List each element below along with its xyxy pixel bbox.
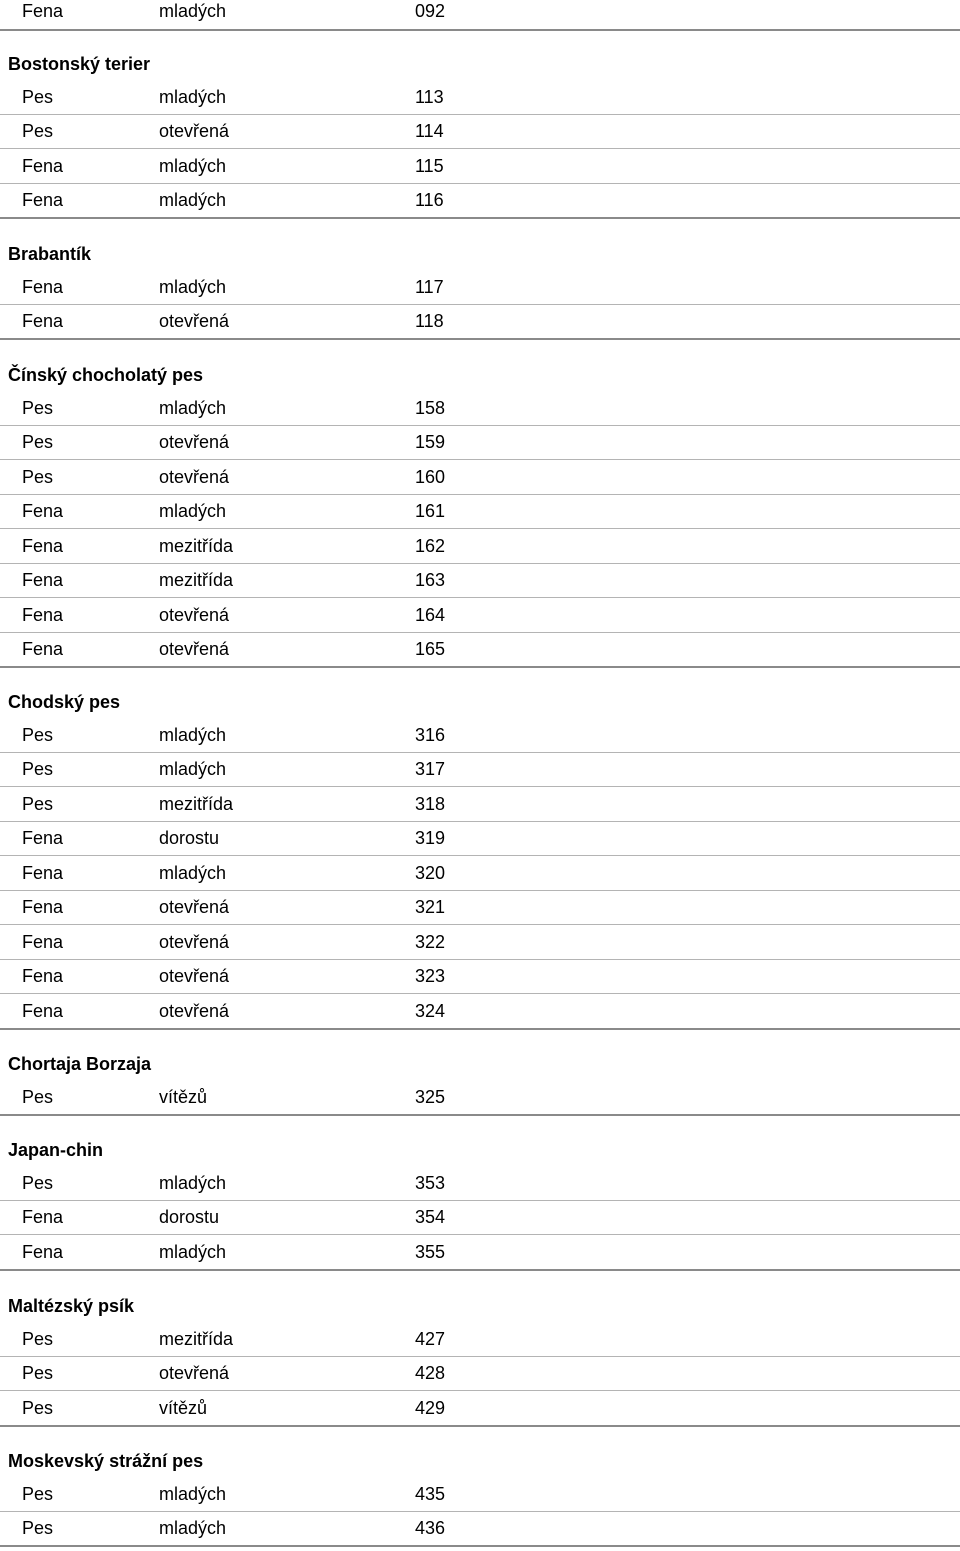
number-cell: 160 bbox=[415, 466, 446, 487]
class-cell: otevřená bbox=[159, 897, 230, 918]
row-divider bbox=[0, 459, 960, 460]
row-divider bbox=[0, 1356, 960, 1357]
row-divider bbox=[0, 29, 960, 31]
number-cell: 092 bbox=[415, 1, 446, 21]
class-cell: mladých bbox=[159, 1241, 227, 1262]
breed-heading: Čínský chocholatý pes bbox=[8, 365, 204, 385]
class-cell: otevřená bbox=[159, 1363, 230, 1384]
sex-cell: Pes bbox=[22, 793, 54, 814]
number-cell: 435 bbox=[415, 1484, 446, 1504]
breed-heading: Chodský pes bbox=[8, 692, 121, 712]
class-cell: otevřená bbox=[159, 1000, 230, 1021]
sex-cell: Pes bbox=[22, 87, 54, 107]
sex-cell: Fena bbox=[22, 190, 64, 211]
sex-cell: Fena bbox=[22, 1, 64, 21]
number-cell: 427 bbox=[415, 1329, 446, 1349]
number-cell: 116 bbox=[415, 190, 444, 211]
sex-cell: Fena bbox=[22, 828, 64, 849]
class-cell: mladých bbox=[159, 759, 227, 780]
row-divider bbox=[0, 1114, 960, 1116]
row-divider bbox=[0, 304, 960, 305]
number-cell: 324 bbox=[415, 1000, 446, 1021]
row-divider bbox=[0, 425, 960, 426]
sex-cell: Pes bbox=[22, 1329, 54, 1349]
class-cell: otevřená bbox=[159, 966, 230, 987]
class-cell: otevřená bbox=[159, 931, 230, 952]
sex-cell: Pes bbox=[22, 725, 54, 745]
class-cell: dorostu bbox=[159, 1207, 220, 1228]
sex-cell: Fena bbox=[22, 604, 64, 625]
class-cell: otevřená bbox=[159, 639, 230, 660]
class-cell: vítězů bbox=[159, 1397, 208, 1418]
number-cell: 428 bbox=[415, 1363, 446, 1384]
sex-cell: Pes bbox=[22, 432, 54, 453]
class-cell: otevřená bbox=[159, 121, 230, 142]
row-divider bbox=[0, 1234, 960, 1235]
sex-cell: Pes bbox=[22, 1484, 54, 1504]
number-cell: 118 bbox=[415, 311, 444, 332]
row-divider bbox=[0, 1390, 960, 1391]
class-cell: dorostu bbox=[159, 828, 220, 849]
class-cell: mladých bbox=[159, 277, 227, 297]
sex-cell: Pes bbox=[22, 1397, 54, 1418]
sex-cell: Fena bbox=[22, 535, 64, 556]
class-cell: mladých bbox=[159, 1484, 227, 1504]
number-cell: 318 bbox=[415, 793, 446, 814]
number-cell: 159 bbox=[415, 432, 446, 453]
sex-cell: Fena bbox=[22, 966, 64, 987]
class-cell: mezitřída bbox=[159, 1329, 234, 1349]
row-divider bbox=[0, 786, 960, 787]
row-divider bbox=[0, 1028, 960, 1030]
number-cell: 320 bbox=[415, 862, 446, 883]
breed-heading: Bostonský terier bbox=[8, 54, 151, 74]
number-cell: 322 bbox=[415, 931, 446, 952]
sex-cell: Fena bbox=[22, 1000, 64, 1021]
row-divider bbox=[0, 528, 960, 529]
class-cell: mezitřída bbox=[159, 793, 234, 814]
class-cell: mladých bbox=[159, 501, 227, 522]
number-cell: 325 bbox=[415, 1087, 446, 1107]
row-divider bbox=[0, 338, 960, 340]
class-cell: mladých bbox=[159, 190, 227, 211]
class-cell: mladých bbox=[159, 1, 227, 21]
row-divider bbox=[0, 752, 960, 753]
number-cell: 113 bbox=[415, 87, 444, 107]
row-divider bbox=[0, 183, 960, 184]
number-cell: 429 bbox=[415, 1397, 446, 1418]
row-divider bbox=[0, 632, 960, 633]
class-cell: mladých bbox=[159, 725, 227, 745]
row-divider bbox=[0, 959, 960, 960]
row-divider bbox=[0, 821, 960, 822]
number-cell: 117 bbox=[415, 277, 444, 297]
number-cell: 354 bbox=[415, 1207, 446, 1228]
number-cell: 317 bbox=[415, 759, 446, 780]
row-divider bbox=[0, 1511, 960, 1512]
sex-cell: Fena bbox=[22, 570, 64, 591]
sex-cell: Pes bbox=[22, 398, 54, 418]
sex-cell: Fena bbox=[22, 1207, 64, 1228]
row-divider bbox=[0, 1425, 960, 1427]
class-cell: mladých bbox=[159, 398, 227, 418]
sex-cell: Fena bbox=[22, 931, 64, 952]
class-cell: mladých bbox=[159, 862, 227, 883]
class-cell: mezitřída bbox=[159, 570, 234, 591]
sex-cell: Fena bbox=[22, 155, 64, 176]
row-divider bbox=[0, 924, 960, 925]
number-cell: 436 bbox=[415, 1518, 446, 1539]
row-divider bbox=[0, 993, 960, 994]
class-cell: vítězů bbox=[159, 1087, 208, 1107]
row-divider bbox=[0, 855, 960, 856]
class-cell: otevřená bbox=[159, 311, 230, 332]
row-divider bbox=[0, 217, 960, 219]
breed-heading: Moskevský strážní pes bbox=[8, 1451, 204, 1471]
sex-cell: Fena bbox=[22, 311, 64, 332]
row-divider bbox=[0, 890, 960, 891]
sex-cell: Fena bbox=[22, 501, 64, 522]
sex-cell: Pes bbox=[22, 1087, 54, 1107]
number-cell: 319 bbox=[415, 828, 446, 849]
row-divider bbox=[0, 1200, 960, 1201]
row-divider bbox=[0, 494, 960, 495]
class-cell: mladých bbox=[159, 1173, 227, 1193]
sex-cell: Pes bbox=[22, 759, 54, 780]
number-cell: 355 bbox=[415, 1241, 446, 1262]
sex-cell: Fena bbox=[22, 862, 64, 883]
row-divider bbox=[0, 1269, 960, 1271]
number-cell: 161 bbox=[415, 501, 446, 522]
class-cell: mladých bbox=[159, 1518, 227, 1539]
sex-cell: Fena bbox=[22, 277, 64, 297]
row-divider bbox=[0, 1545, 960, 1547]
class-cell: otevřená bbox=[159, 466, 230, 487]
class-cell: mladých bbox=[159, 155, 227, 176]
number-cell: 316 bbox=[415, 725, 446, 745]
class-cell: mezitřída bbox=[159, 535, 234, 556]
sex-cell: Pes bbox=[22, 1518, 54, 1539]
sex-cell: Pes bbox=[22, 121, 54, 142]
breed-heading: Chortaja Borzaja bbox=[8, 1054, 152, 1074]
number-cell: 164 bbox=[415, 604, 446, 625]
sex-cell: Fena bbox=[22, 897, 64, 918]
sex-cell: Pes bbox=[22, 1363, 54, 1384]
breed-heading: Japan-chin bbox=[8, 1140, 104, 1160]
number-cell: 158 bbox=[415, 398, 446, 418]
sex-cell: Pes bbox=[22, 466, 54, 487]
row-divider bbox=[0, 597, 960, 598]
number-cell: 163 bbox=[415, 570, 446, 591]
sex-cell: Pes bbox=[22, 1173, 54, 1193]
number-cell: 323 bbox=[415, 966, 446, 987]
number-cell: 162 bbox=[415, 535, 446, 556]
breed-heading: Brabantík bbox=[8, 244, 92, 264]
breed-heading: Maltézský psík bbox=[8, 1296, 135, 1316]
number-cell: 353 bbox=[415, 1173, 446, 1193]
number-cell: 114 bbox=[415, 121, 444, 142]
row-divider bbox=[0, 148, 960, 149]
row-divider bbox=[0, 114, 960, 115]
class-cell: mladých bbox=[159, 87, 227, 107]
row-divider bbox=[0, 666, 960, 668]
number-cell: 321 bbox=[415, 897, 446, 918]
sex-cell: Fena bbox=[22, 639, 64, 660]
class-cell: otevřená bbox=[159, 604, 230, 625]
number-cell: 115 bbox=[415, 155, 444, 176]
number-cell: 165 bbox=[415, 639, 446, 660]
class-cell: otevřená bbox=[159, 432, 230, 453]
sex-cell: Fena bbox=[22, 1241, 64, 1262]
row-divider bbox=[0, 563, 960, 564]
